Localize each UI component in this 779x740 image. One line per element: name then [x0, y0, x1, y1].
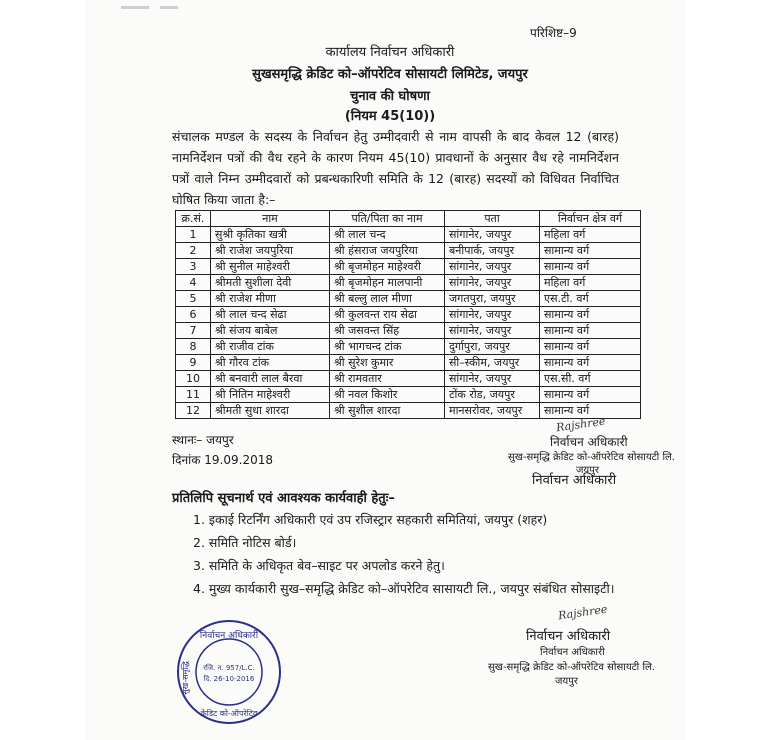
cell-name: श्री संजय बाबेल: [211, 323, 330, 339]
cell-category: सामान्य वर्ग: [540, 387, 641, 403]
col-parent: पति/पिता का नाम: [330, 211, 445, 227]
cell-address: सांगानेर, जयपुर: [445, 307, 540, 323]
cell-address: सांगानेर, जयपुर: [445, 323, 540, 339]
cell-serial: 8: [176, 339, 211, 355]
cell-name: श्री बनवारी लाल बैरवा: [211, 371, 330, 387]
cell-parent: श्री सुरेश कुमार: [330, 355, 445, 371]
table-row: [176, 307, 641, 323]
rule-reference: (नियम 45(10)): [344, 109, 436, 124]
cell-name: श्री राजेश जयपुरिया: [211, 243, 330, 259]
signature-1: Rajshree: [555, 414, 607, 435]
office-title: कार्यालय निर्वाचन अधिकारी: [325, 45, 455, 60]
table-row: [176, 355, 641, 371]
declaration-paragraph: संचालक मण्डल के सदस्य के निर्वाचन हेतु उम्मीदवारी से नाम वापसी के बाद केवल 12 (बारह) नामनिर्देशन पत्रों की वैध रहने के कारण नियम 45(10) प्रावधानों के अनुसार वैध रहे नामनिर्देशन पत्रों वाले निम्न उम्मीदवारों को प्रबन्धकारिणी समिति के 12 (बारह) सदस्यों को विधिवत निर्वाचित घोषित किया जाता है:–: [172, 129, 619, 207]
cell-serial: 11: [176, 387, 211, 403]
seal-left-text: सुख-समृद्धि: [181, 661, 190, 695]
cell-address: सांगानेर, जयपुर: [445, 227, 540, 243]
cell-category: सामान्य वर्ग: [540, 323, 641, 339]
cell-address: सी–स्कीम, जयपुर: [445, 355, 540, 371]
table-row: [176, 291, 641, 307]
round-seal: [175, 618, 283, 726]
stamp-title-2: निर्वाचन अधिकारी: [540, 647, 605, 658]
list-item: 2. समिति नोटिस बोर्ड।: [193, 535, 297, 550]
cell-category: सामान्य वर्ग: [540, 243, 641, 259]
cell-address: दुर्गापुरा, जयपुर: [445, 339, 540, 355]
cell-parent: श्री लाल चन्द: [330, 227, 445, 243]
officer-title-1: निर्वाचन अधिकारी: [532, 473, 617, 488]
cell-serial: 12: [176, 403, 211, 419]
cell-name: श्री लाल चन्द सेढा: [211, 307, 330, 323]
stamp-society-2: सुख-समृद्धि क्रेडिट को-ऑपरेटिव सोसायटी लि.: [488, 662, 655, 673]
stamp-society-1: सुख-समृद्धि क्रेडिट को-ऑपरेटिव सोसायटी लि.: [508, 452, 675, 463]
table-row: [176, 403, 641, 419]
cell-category: महिला वर्ग: [540, 227, 641, 243]
cell-category: सामान्य वर्ग: [540, 259, 641, 275]
cell-parent: श्री सुशील शारदा: [330, 403, 445, 419]
cell-serial: 5: [176, 291, 211, 307]
cell-name: श्रीमती सुशीला देवी: [211, 275, 330, 291]
cell-parent: श्री बल्लु लाल मीणा: [330, 291, 445, 307]
copy-list: [193, 509, 623, 601]
seal-reg-date: दि. 26-10-2016: [203, 675, 255, 683]
cell-category: सामान्य वर्ग: [540, 307, 641, 323]
cell-parent: श्री कुलवन्त राय सेढा: [330, 307, 445, 323]
cell-address: बनीपार्क, जयपुर: [445, 243, 540, 259]
cell-category: एस.सी. वर्ग: [540, 371, 641, 387]
seal-bottom-text: क्रेडिट को-ऑपरेटिव: [200, 709, 258, 718]
cell-category: सामान्य वर्ग: [540, 355, 641, 371]
cell-parent: श्री नवल किशोर: [330, 387, 445, 403]
cell-category: महिला वर्ग: [540, 275, 641, 291]
cell-category: एस.टी. वर्ग: [540, 291, 641, 307]
list-item: 4. मुख्य कार्यकारी सुख–समृद्धि क्रेडिट को–ऑपरेटिव सासायटी लि., जयपुर संबंधित सोसाइटी।: [193, 581, 615, 596]
cell-name: श्रीमती सुधा शारदा: [211, 403, 330, 419]
signature-2: Rajshree: [557, 602, 609, 623]
cell-address: सांगानेर, जयपुर: [445, 275, 540, 291]
col-address: पता: [445, 211, 540, 227]
cell-address: सांगानेर, जयपुर: [445, 371, 540, 387]
date-line: [172, 451, 273, 468]
copy-heading: प्रतिलिपि सूचनार्थ एवं आवश्यक कार्यवाही हेतुः–: [172, 491, 395, 506]
col-serial: क्र.सं.: [176, 211, 211, 227]
cell-address: टोंक रोड, जयपुर: [445, 387, 540, 403]
seal-top-text: निर्वाचन अधिकारी: [199, 631, 259, 641]
table-row: [176, 387, 641, 403]
cell-address: सांगानेर, जयपुर: [445, 259, 540, 275]
cell-category: सामान्य वर्ग: [540, 403, 641, 419]
list-item: 1. इकाई रिटर्निंग अधिकारी एवं उप रजिस्ट्रार सहकारी समितियां, जयपुर (शहर): [193, 512, 548, 527]
cell-parent: श्री हंसराज जयपुरिया: [330, 243, 445, 259]
elected-members-table: [175, 210, 641, 419]
stamp-city-1: जयपुर: [576, 465, 599, 476]
cell-address: मानसरोवर, जयपुर: [445, 403, 540, 419]
scan-artifact: [121, 6, 149, 9]
cell-parent: श्री रामवतार: [330, 371, 445, 387]
cell-serial: 6: [176, 307, 211, 323]
list-item: 3. समिति के अधिकृत बेव–साइट पर अपलोड करने हेतु।: [193, 558, 445, 573]
signature-officer-title-1: निर्वाचन अधिकारी: [550, 435, 628, 449]
date-value: 19.09.2018: [204, 453, 274, 467]
cell-serial: 7: [176, 323, 211, 339]
date-label: दिनांक: [172, 453, 201, 467]
col-category: निर्वाचन क्षेत्र वर्ग: [540, 211, 641, 227]
cell-parent: श्री बृजमोहन मालपानी: [330, 275, 445, 291]
cell-name: सुश्री कृतिका खत्री: [211, 227, 330, 243]
table-header-row: [176, 211, 641, 227]
cell-serial: 1: [176, 227, 211, 243]
annex-label: परिशिष्ट–9: [530, 26, 577, 40]
table-row: [176, 371, 641, 387]
table-row: [176, 227, 641, 243]
cell-name: श्री राजेश मीणा: [211, 291, 330, 307]
table-row: [176, 275, 641, 291]
cell-name: श्री सुनील माहेश्वरी: [211, 259, 330, 275]
society-name: सुखसमृद्धि क्रेडिट को–ऑपरेटिव सोसायटी लिमिटेड, जयपुर: [252, 67, 528, 82]
scan-artifact: [160, 6, 178, 9]
cell-address: जगतपुरा, जयपुर: [445, 291, 540, 307]
place: स्थानः– जयपुर: [172, 433, 234, 447]
seal-reg: रजि. न. 957/L.C.: [203, 664, 255, 672]
table-row: [176, 323, 641, 339]
officer-title-2: निर्वाचन अधिकारी: [526, 629, 611, 644]
cell-name: श्री राजीव टांक: [211, 339, 330, 355]
cell-name: श्री नितिन माहेश्वरी: [211, 387, 330, 403]
declaration-title: चुनाव की घोषणा: [350, 89, 430, 104]
cell-serial: 4: [176, 275, 211, 291]
table-row: [176, 243, 641, 259]
cell-serial: 3: [176, 259, 211, 275]
cell-serial: 2: [176, 243, 211, 259]
cell-parent: श्री जसवन्त सिंह: [330, 323, 445, 339]
table-row: [176, 259, 641, 275]
cell-category: सामान्य वर्ग: [540, 339, 641, 355]
cell-serial: 9: [176, 355, 211, 371]
cell-parent: श्री बृजमोहन माहेश्वरी: [330, 259, 445, 275]
cell-serial: 10: [176, 371, 211, 387]
table-row: [176, 339, 641, 355]
cell-parent: श्री भागचन्द टांक: [330, 339, 445, 355]
cell-name: श्री गौरव टांक: [211, 355, 330, 371]
stamp-city-2: जयपुर: [555, 676, 578, 687]
col-name: नाम: [211, 211, 330, 227]
